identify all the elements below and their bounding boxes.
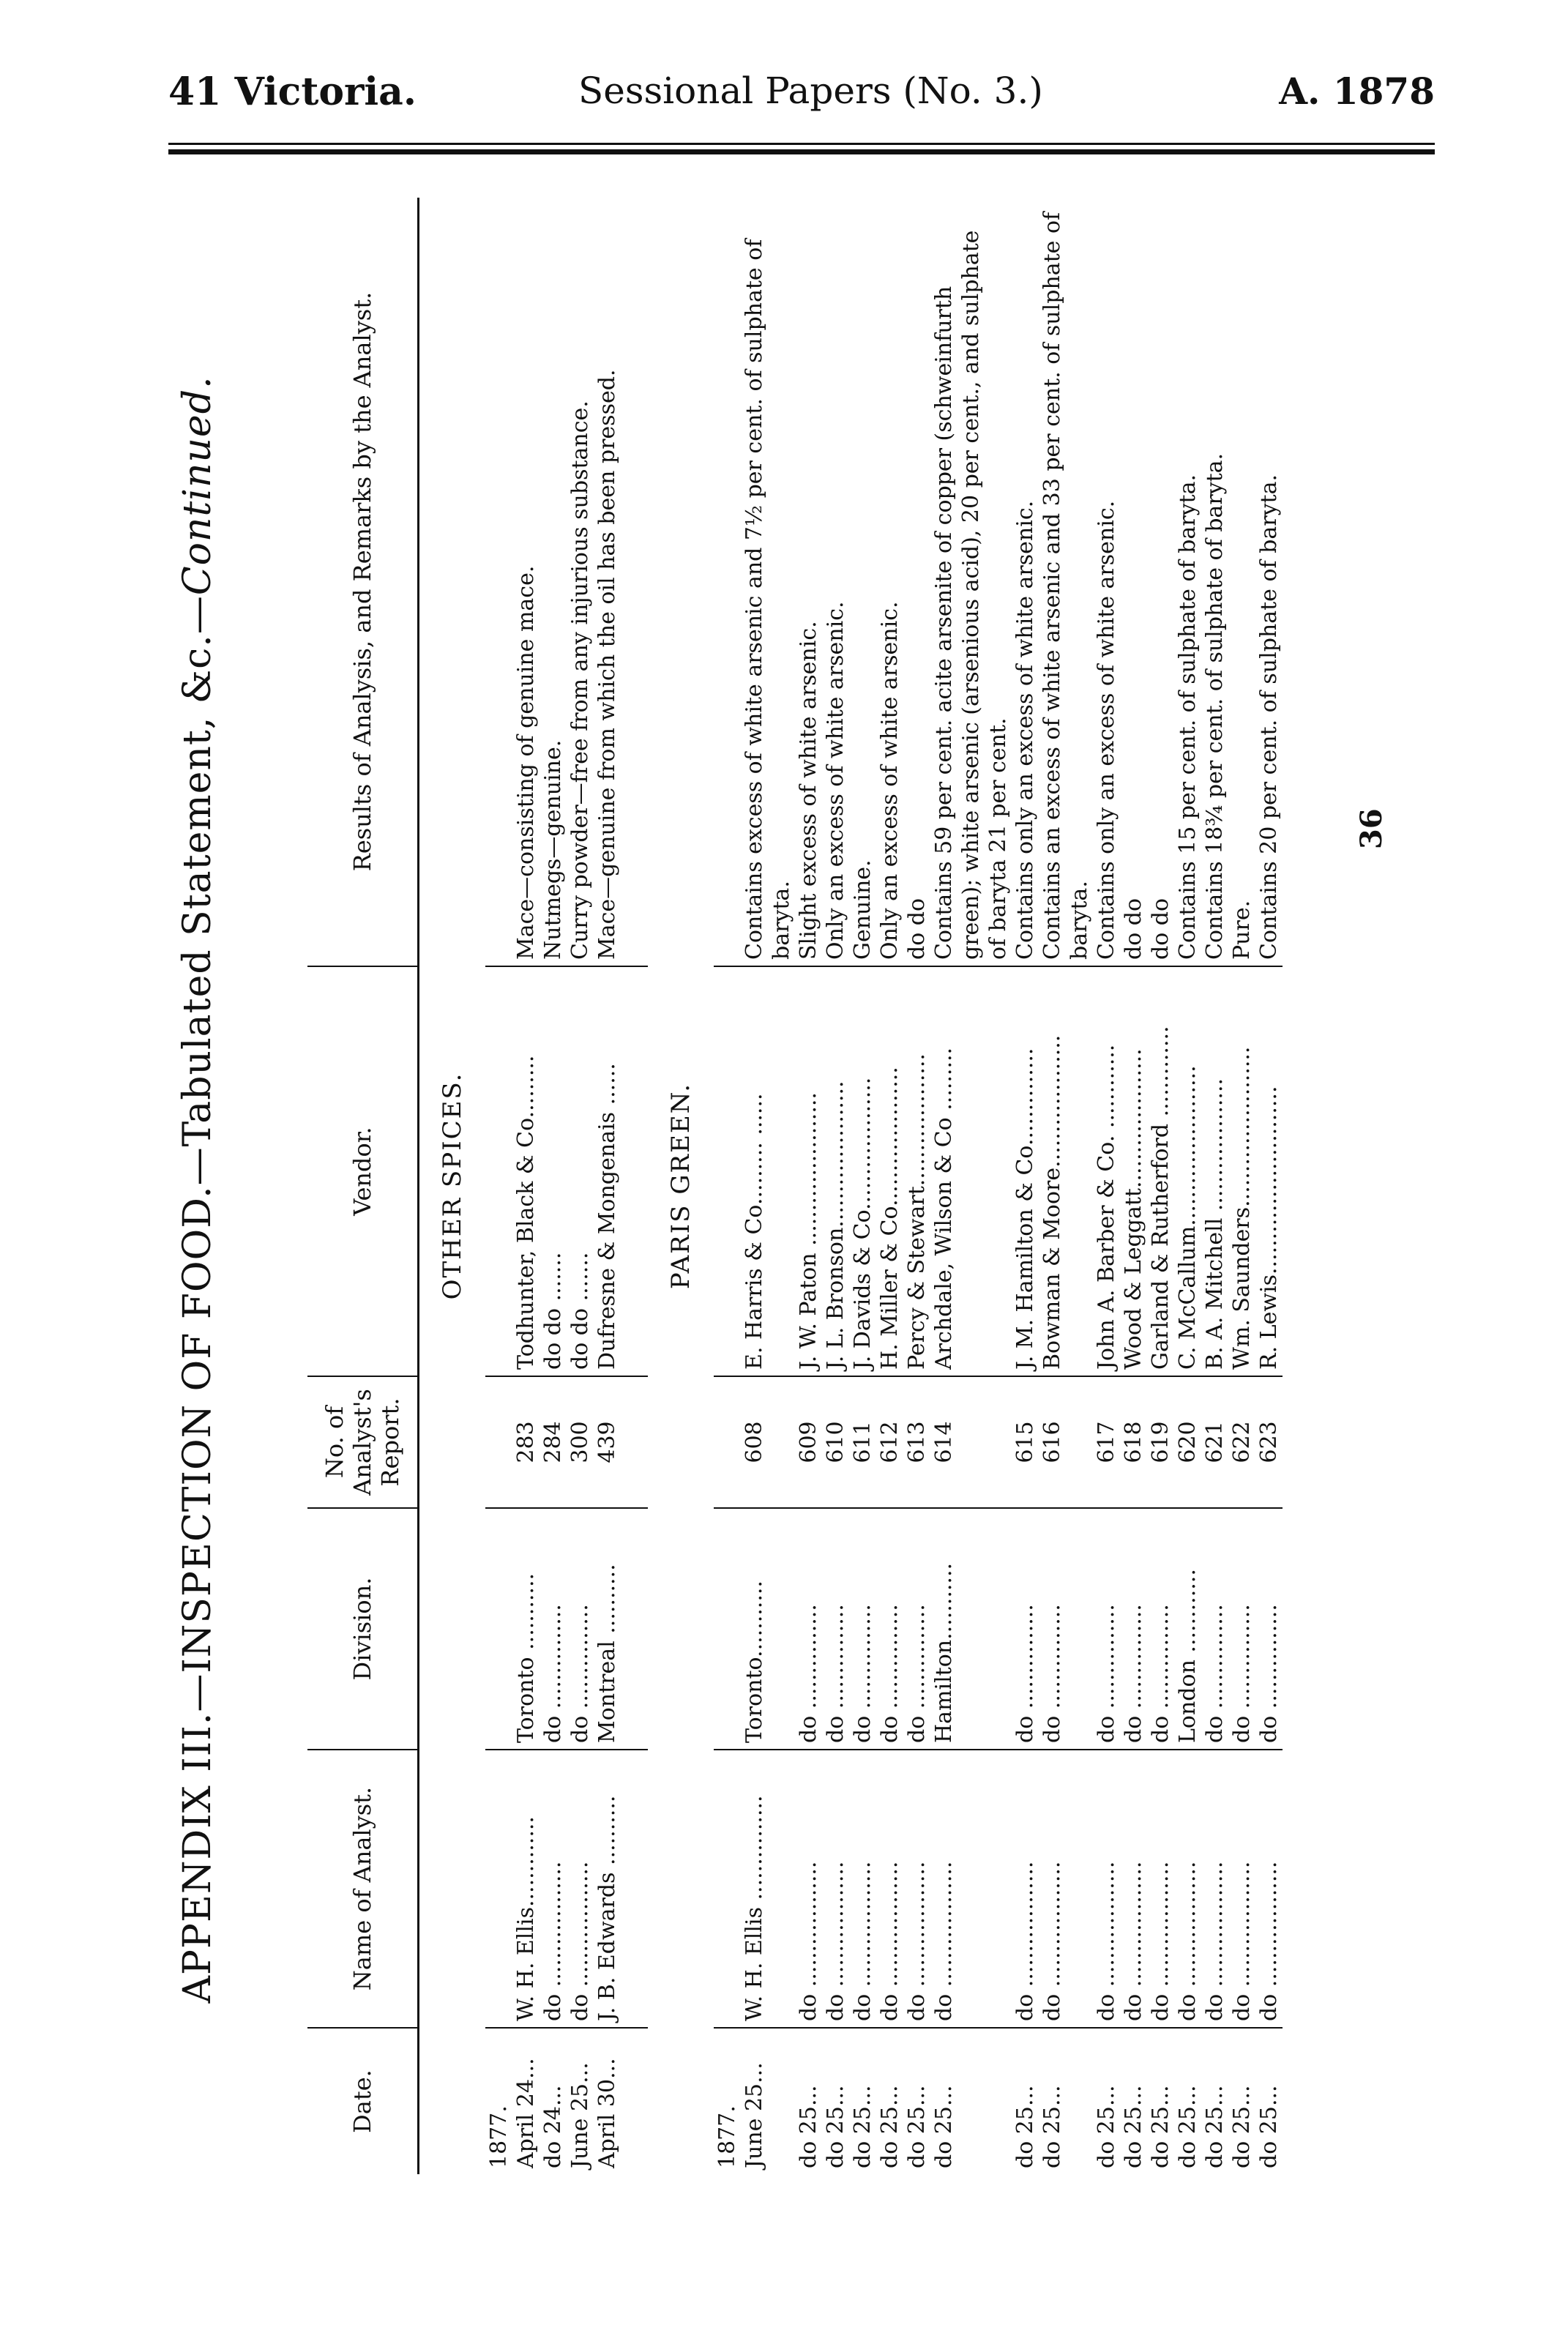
cell-vendor: E. Harris & Co......... ...... (741, 966, 795, 1376)
cell-result: Contains excess of white arsenic and 7½ per cent. of sulphate of baryta. (742, 239, 794, 960)
cell-report: 611 (849, 1376, 876, 1508)
cell-analyst: do .................. (1120, 1750, 1147, 2028)
cell-vendor: John A. Barber & Co. ............ (1093, 966, 1120, 1376)
cell-division: Hamilton........... (930, 1508, 1012, 1750)
cell-division: do ............... (567, 1508, 594, 1750)
cell-date: do 25... (1012, 2028, 1039, 2174)
cell-result: Contains only an excess of white arsenic. (1094, 500, 1119, 960)
cell-division: do ............... (540, 1508, 567, 1750)
cell-division: do ............... (849, 1508, 876, 1750)
cell-date: do 25... (903, 2028, 930, 2174)
table-row (849, 198, 876, 2174)
cell-analyst: W. H. Ellis ............... (741, 1750, 795, 2028)
col-header-analyst: Name of Analyst. (307, 1750, 419, 2028)
cell-result: Contains 18¾ per cent. of sulphate of baryta. (1202, 452, 1228, 960)
year-row (485, 198, 512, 2174)
cell-division: do ............... (1201, 1508, 1228, 1750)
table-row (930, 198, 1012, 2174)
cell-result: Pure. (1229, 900, 1255, 960)
cell-analyst: do .................. (567, 1750, 594, 2028)
table-header-row (307, 198, 419, 2174)
cell-report: 616 (1039, 1376, 1093, 1508)
page-title (176, 168, 220, 2211)
running-head (168, 70, 1435, 128)
year-label: 1877. (714, 2028, 741, 2174)
cell-result: Contains 20 per cent. of sulphate of baryta. (1256, 474, 1282, 960)
table-row (567, 198, 594, 2174)
cell-division: do ............... (1255, 1508, 1283, 1750)
cell-report: 617 (1093, 1376, 1120, 1508)
cell-result: Curry powder—free from any injurious substance. (567, 400, 593, 960)
cell-vendor: J. M. Hamilton & Co.............. (1012, 966, 1039, 1376)
cell-result: Contains only an excess of white arsenic. (1012, 500, 1038, 960)
cell-report: 619 (1147, 1376, 1174, 1508)
cell-analyst: do .................. (1039, 1750, 1093, 2028)
cell-division: do ............... (795, 1508, 822, 1750)
cell-date: do 25... (822, 2028, 849, 2174)
running-head-center: Sessional Papers (No. 3.) (578, 70, 1043, 112)
cell-result: Genuine. (850, 859, 876, 960)
cell-analyst: J. B. Edwards .......... (594, 1750, 621, 2028)
rotated-table-region (168, 168, 1493, 2211)
cell-date: do 25... (849, 2028, 876, 2174)
table-row (741, 198, 795, 2174)
cell-report: 612 (876, 1376, 903, 1508)
section-heading-row (419, 198, 486, 2174)
table-row (1147, 198, 1174, 2174)
cell-report: 615 (1012, 1376, 1039, 1508)
cell-date: do 25... (1174, 2028, 1201, 2174)
cell-vendor: H. Miller & Co.................... (876, 966, 903, 1376)
table-row (1255, 198, 1283, 2174)
cell-date: do 25... (930, 2028, 1012, 2174)
cell-analyst: do .................. (1228, 1750, 1255, 2028)
food-inspection-table (307, 198, 1283, 2174)
cell-date: do 25... (1120, 2028, 1147, 2174)
cell-vendor: J. Davids & Co................... (849, 966, 876, 1376)
cell-report: 439 (594, 1376, 621, 1508)
cell-result: Mace—consisting of genuine mace. (513, 565, 539, 960)
cell-report: 613 (903, 1376, 930, 1508)
cell-result: do do (1148, 897, 1173, 960)
cell-division: do ............... (1120, 1508, 1147, 1750)
header-rule-thin (168, 143, 1435, 145)
col-header-report-no: No. of Analyst's Report. (307, 1376, 419, 1508)
cell-report: 609 (795, 1376, 822, 1508)
cell-vendor: Archdale, Wilson & Co ......... (930, 966, 1012, 1376)
cell-result: Only an excess of white arsenic. (823, 601, 848, 960)
table-row (795, 198, 822, 2174)
running-head-right: A. 1878 (1279, 70, 1435, 113)
cell-result: Mace—genuine from which the oil has been pressed. (594, 369, 620, 960)
table-row (1201, 198, 1228, 2174)
col-header-results: Results of Analysis, and Remarks by the Analyst. (307, 198, 419, 966)
cell-vendor: B. A. Mitchell ................... (1201, 966, 1228, 1376)
cell-report: 622 (1228, 1376, 1255, 1508)
cell-report: 618 (1120, 1376, 1147, 1508)
cell-report: 620 (1174, 1376, 1201, 1508)
section-heading-paris-green: PARIS GREEN. (666, 1082, 695, 1290)
cell-vendor: Garland & Rutherford ............. (1147, 966, 1174, 1376)
cell-vendor: Todhunter, Black & Co......... (512, 966, 540, 1376)
cell-result: Only an excess of white arsenic. (877, 601, 903, 960)
page-number: 36 (1354, 808, 1389, 849)
cell-division: do ............... (822, 1508, 849, 1750)
cell-vendor: C. McCallum....................... (1174, 966, 1201, 1376)
cell-division: Toronto........... (741, 1508, 795, 1750)
table-row (540, 198, 567, 2174)
cell-division: do ............... (1147, 1508, 1174, 1750)
cell-division: do ............... (876, 1508, 903, 1750)
cell-result: Nutmegs—genuine. (540, 739, 566, 960)
table-row (1039, 198, 1093, 2174)
cell-analyst: do .................. (795, 1750, 822, 2028)
table-row (1093, 198, 1120, 2174)
cell-date: do 25... (1255, 2028, 1283, 2174)
table-row (1228, 198, 1255, 2174)
cell-analyst: do .................. (822, 1750, 849, 2028)
cell-report: 623 (1255, 1376, 1283, 1508)
cell-date: June 25... (567, 2028, 594, 2174)
cell-date: do 25... (1201, 2028, 1228, 2174)
cell-vendor: J. L. Bronson..................... (822, 966, 849, 1376)
cell-analyst: do .................. (1174, 1750, 1201, 2028)
cell-result: do do (904, 897, 930, 960)
running-head-left: 41 Victoria. (168, 70, 417, 114)
cell-analyst: do .................. (1255, 1750, 1283, 2028)
landscape-page (168, 168, 1493, 2211)
cell-division: do ............... (1228, 1508, 1255, 1750)
cell-date: do 25... (1039, 2028, 1093, 2174)
year-row (714, 198, 741, 2174)
cell-division: Montreal .......... (594, 1508, 621, 1750)
cell-result: do do (1121, 897, 1146, 960)
cell-date: June 25... (741, 2028, 795, 2174)
cell-vendor: do do ....... (540, 966, 567, 1376)
cell-analyst: do .................. (1012, 1750, 1039, 2028)
header-rule-thick (168, 149, 1435, 154)
table-row (876, 198, 903, 2174)
table-row (822, 198, 849, 2174)
cell-vendor: J. W. Paton ...................... (795, 966, 822, 1376)
cell-analyst: do .................. (849, 1750, 876, 2028)
cell-report: 610 (822, 1376, 849, 1508)
cell-result: Contains an excess of white arsenic and 33 per cent. of sulphate of baryta. (1039, 212, 1092, 960)
table-row (512, 198, 540, 2174)
cell-division: do ............... (1012, 1508, 1039, 1750)
cell-analyst: do .................. (1093, 1750, 1120, 2028)
table-row (903, 198, 930, 2174)
cell-date: do 25... (1093, 2028, 1120, 2174)
cell-analyst: do .................. (540, 1750, 567, 2028)
cell-report: 621 (1201, 1376, 1228, 1508)
table-row (1012, 198, 1039, 2174)
cell-date: do 24... (540, 2028, 567, 2174)
cell-analyst: do .................. (903, 1750, 930, 2028)
cell-division: do ............... (903, 1508, 930, 1750)
cell-vendor: Dufresne & Mongenais ...... (594, 966, 621, 1376)
cell-date: April 30... (594, 2028, 621, 2174)
cell-vendor: Wm. Saunders....................... (1228, 966, 1255, 1376)
cell-vendor: Bowman & Moore................... (1039, 966, 1093, 1376)
cell-result: Contains 15 per cent. of sulphate of baryta. (1175, 474, 1201, 960)
cell-analyst: do .................. (1147, 1750, 1174, 2028)
cell-report: 608 (741, 1376, 795, 1508)
cell-analyst: do .................. (876, 1750, 903, 2028)
other-spices-section (419, 198, 621, 2174)
section-heading-row (648, 198, 714, 2174)
col-header-date: Date. (307, 2028, 419, 2174)
cell-division: do ............... (1039, 1508, 1093, 1750)
table-row (1174, 198, 1201, 2174)
cell-analyst: do .................. (1201, 1750, 1228, 2028)
cell-vendor: Wood & Leggatt.................... (1120, 966, 1147, 1376)
col-header-division: Division. (307, 1508, 419, 1750)
table-row (1120, 198, 1147, 2174)
cell-analyst: W. H. Ellis............. (512, 1750, 540, 2028)
table-row (594, 198, 621, 2174)
cell-date: do 25... (795, 2028, 822, 2174)
cell-vendor: R. Lewis........................... (1255, 966, 1283, 1376)
cell-report: 284 (540, 1376, 567, 1508)
cell-date: do 25... (1147, 2028, 1174, 2174)
title-main: APPENDIX III.—INSPECTION OF FOOD.—Tabulated Statement, &c.— (176, 595, 220, 2004)
cell-date: April 24... (512, 2028, 540, 2174)
cell-result: Contains 59 per cent. acite arsenite of copper (schweinfurth green); white arsenic (arsenious acid), 20 per cent., and sulphate of baryta 21 per cent. (931, 230, 1011, 960)
col-header-vendor: Vendor. (307, 966, 419, 1376)
section-heading-other-spices: OTHER SPICES. (438, 1072, 467, 1300)
cell-result: Slight excess of white arsenic. (796, 621, 821, 960)
cell-report: 283 (512, 1376, 540, 1508)
paris-green-section (621, 198, 1283, 2174)
cell-vendor: do do ....... (567, 966, 594, 1376)
cell-division: London ............ (1174, 1508, 1201, 1750)
cell-date: do 25... (1228, 2028, 1255, 2174)
cell-division: do ............... (1093, 1508, 1120, 1750)
cell-vendor: Percy & Stewart................... (903, 966, 930, 1376)
cell-division: Toronto ........... (512, 1508, 540, 1750)
cell-analyst: do .................. (930, 1750, 1012, 2028)
cell-date: do 25... (876, 2028, 903, 2174)
year-label: 1877. (485, 2028, 512, 2174)
cell-report: 300 (567, 1376, 594, 1508)
cell-report: 614 (930, 1376, 1012, 1508)
title-continued: Continued. (176, 376, 220, 596)
